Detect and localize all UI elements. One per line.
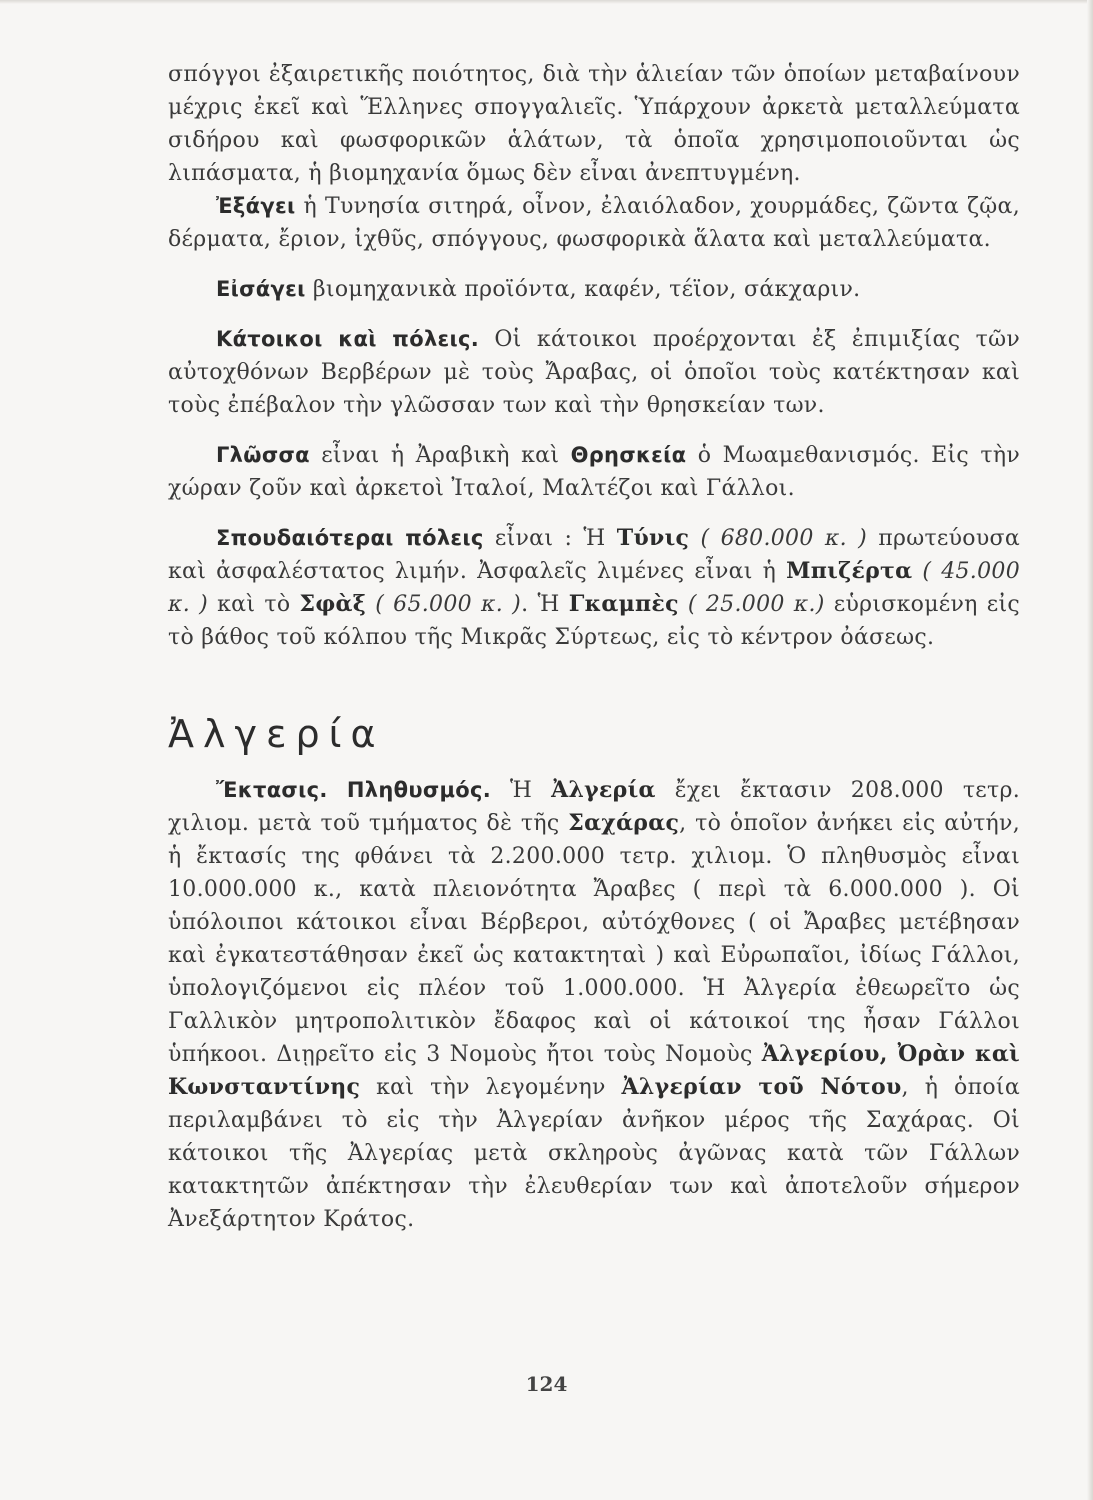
language-label: Γλῶσσα — [216, 443, 310, 467]
section-title-algeria: Ἀλγερία — [168, 712, 385, 756]
bizerte-population: ( 45.000 κ. ) — [168, 559, 1020, 617]
paragraph-algeria — [168, 774, 1020, 1236]
algeria-text-3: , τὸ ὁποῖον ἀνήκει εἰς αὐτήν, ἡ ἔκτασίς της φθάνει τὰ 2.200.000 τετρ. χιλιομ. Ὁ πληθυσμὸς εἶναι 10.000.000 κ., κατὰ πλειονότητα Ἄραβες ( περὶ τὰ 6.000.000 ). Οἱ ὑπόλοιποι κάτοικοι εἶναι Βέρβεροι, αὐτόχθονες ( οἱ Ἄραβες μετέβησαν καὶ ἐγκατεστάθησαν ἐκεῖ ὡς κατακτηταὶ ) καὶ Εὐρωπαῖοι, ἰδίως Γάλλοι, ὑπολογιζόμενοι εἰς πλέον τοῦ 1.000.000. Ἡ Ἀλγερία ἐθεωρεῖτο ὡς Γαλλικὸν μητροπολιτικὸν ἔδαφος καὶ οἱ κάτοικοί της ἦσαν Γάλλοι ὑπήκοοι. Διῃρεῖτο εἰς 3 Νομοὺς ἤτοι τοὺς Νομοὺς — [168, 811, 1021, 1067]
cities-text-3: καὶ τὸ — [208, 592, 300, 617]
imports-text: βιομηχανικὰ προϊόντα, καφέν, τέϊον, σάκχαριν. — [305, 277, 861, 302]
page-body — [168, 58, 1020, 1236]
sahara-name: Σαχάρας — [568, 810, 680, 836]
page-number: 124 — [525, 1372, 568, 1396]
page-right-edge — [1087, 0, 1093, 1500]
area-population-label: Ἔκτασις. Πληθυσμός. — [216, 778, 491, 802]
paragraph-sponges — [168, 58, 1020, 190]
exports-label: Ἐξάγει — [216, 194, 296, 218]
tunis-population: ( 680.000 κ. ) — [689, 526, 867, 551]
cities-text-4: . Ἡ — [521, 592, 569, 617]
inhabitants-label: Κάτοικοι καὶ πόλεις. — [216, 327, 480, 351]
cities-text-5: εὑρισκομένη εἰς τὸ βάθος τοῦ κόλπου τῆς Μικρᾶς Σύρτεως, εἰς τὸ κέντρον ὀάσεως. — [168, 592, 1021, 650]
city-tunis: Τύνις — [616, 525, 690, 551]
gabes-population: ( 25.000 κ.) — [678, 592, 825, 617]
text: σπόγγοι ἐξαιρετικῆς ποιότητος, διὰ τὴν ἁλιείαν τῶν ὁποίων μεταβαίνουν μέχρις ἐκεῖ καὶ Ἕλληνες σπογγαλιεῖς. Ὑπάρχουν ἀρκετὰ μεταλλεύματα σιδήρου καὶ φωσφορικῶν ἁλάτων, τὰ ὁποῖα χρησιμοποιοῦνται ὡς λιπάσματα, ἡ βιομηχανία ὅμως δὲν εἶναι ἀνεπτυγμένη. — [168, 62, 1020, 186]
paragraph-language — [168, 439, 1020, 505]
nomoi-names: Ἀλγερίου, Ὀρὰν καὶ Κωνσταντίνης — [168, 1041, 1020, 1100]
city-gabes: Γκαμπὲς — [568, 591, 679, 617]
paragraph-inhabitants — [168, 323, 1020, 422]
paragraph-imports — [168, 273, 1020, 306]
language-text: εἶναι ἡ Ἀραβικὴ καὶ — [309, 443, 571, 468]
algeria-text-1: Ἡ — [490, 778, 552, 803]
city-sfax: Σφὰξ — [299, 591, 367, 617]
algeria-text-5: , ἡ ὁποία περιλαμβάνει τὸ εἰς τὴν Ἀλγερίαν ἀνῆκον μέρος τῆς Σαχάρας. Οἱ κάτοικοι τῆς Ἀλγερίας μετὰ σκληροὺς ἀγῶνας κατὰ τῶν Γάλλων κατακτητῶν ἀπέκτησαν τὴν ἐλευθερίαν των καὶ ἀποτελοῦν σήμερον Ἀνεξάρτητον Κράτος. — [168, 1075, 1020, 1232]
algeria-name: Ἀλγερία — [551, 777, 656, 803]
imports-label: Εἰσάγει — [216, 277, 306, 301]
algeria-text-4: καὶ τὴν λεγομένην — [360, 1075, 622, 1100]
inhabitants-text: Οἱ κάτοικοι προέρχονται ἐξ ἐπιμιξίας τῶν αὐτοχθόνων Βερβέρων μὲ τοὺς Ἄραβας, οἱ ὁποῖοι τοὺς κατέκτησαν καὶ τοὺς ἐπέβαλον τὴν γλῶσσαν των καὶ τὴν θρησκείαν των. — [168, 327, 1020, 418]
paragraph-exports — [168, 190, 1020, 256]
cities-label: Σπουδαιότεραι πόλεις — [216, 526, 484, 550]
cities-text-2: πρωτεύουσα καὶ ἀσφαλέστατος λιμήν. Ἀσφαλεῖς λιμένες εἶναι ἡ — [168, 526, 1020, 584]
page-top-edge — [0, 0, 1093, 4]
algeria-text-2: ἔχει ἔκτασιν 208.000 τετρ. χιλιομ. μετὰ τοῦ τμήματος δὲ τῆς — [168, 778, 1020, 836]
religion-label: Θρησκεία — [570, 443, 687, 467]
south-algeria-name: Ἀλγερίαν τοῦ Νότου — [621, 1074, 902, 1100]
exports-text: ἡ Τυνησία σιτηρά, οἶνον, ἐλαιόλαδον, χουρμάδες, ζῶντα ζῷα, δέρματα, ἔριον, ἰχθῦς, σπόγγους, φωσφορικὰ ἅλατα καὶ μεταλλεύματα. — [168, 194, 1020, 252]
religion-text: ὁ Μωαμεθανισμός. Εἰς τὴν χώραν ζοῦν καὶ ἀρκετοὶ Ἰταλοί, Μαλτέζοι καὶ Γάλλοι. — [168, 443, 1020, 501]
paragraph-cities — [168, 522, 1020, 654]
sfax-population: ( 65.000 κ. ) — [366, 592, 522, 617]
city-bizerte: Μπιζέρτα — [786, 558, 913, 584]
cities-text-1: εἶναι : Ἡ — [483, 526, 617, 551]
